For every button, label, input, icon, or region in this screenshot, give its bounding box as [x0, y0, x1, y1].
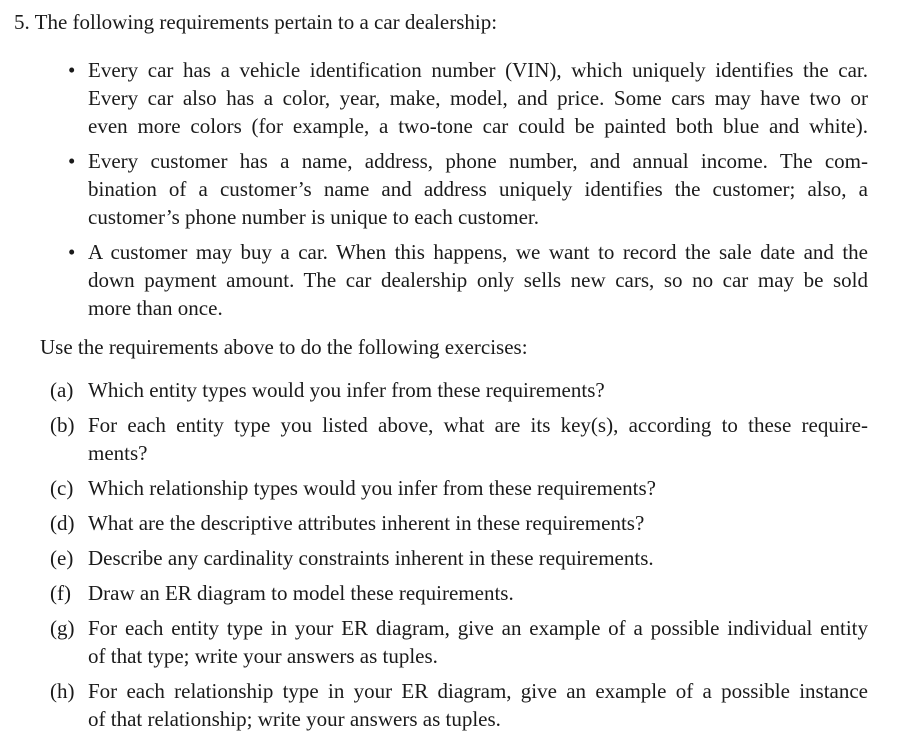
text-line: Describe any cardinality constraints inherent in these requirements.: [88, 546, 654, 570]
bullet-icon: •: [68, 58, 76, 82]
text-line: Which entity types would you infer from these requirements?: [88, 378, 605, 402]
problem-heading: 5. The following requirements pertain to a car dealership:: [14, 10, 498, 34]
text-line: ments?: [88, 441, 148, 465]
exercise-item-g: [50, 614, 868, 670]
text-line: more than once.: [88, 296, 223, 320]
text-line: of that type; write your answers as tuples.: [88, 644, 438, 668]
bullet-icon: •: [68, 149, 76, 173]
text-line: even more colors (for example, a two-tone car could be painted both blue and white).: [88, 114, 868, 138]
text-line: Every car has a vehicle identification number (VIN), which uniquely identifies the car.: [88, 58, 868, 82]
requirement-item-car: [68, 56, 868, 140]
text-line: Which relationship types would you infer from these requirements?: [88, 476, 657, 500]
requirement-item-sale: [68, 238, 868, 322]
exercise-label: (d): [50, 511, 75, 535]
exercise-label: (b): [50, 413, 75, 437]
exercise-label: (g): [50, 616, 75, 640]
exercise-item-c: [50, 474, 868, 502]
text-line: For each relationship type in your ER diagram, give an example of a possible instance: [88, 679, 868, 703]
text-line: For each entity type in your ER diagram, give an example of a possible individual entity: [88, 616, 868, 640]
requirements-list: [68, 56, 868, 329]
exercise-label: (f): [50, 581, 71, 605]
exercise-item-h: [50, 677, 868, 733]
exercise-item-f: [50, 579, 868, 607]
exercise-item-b: [50, 411, 868, 467]
text-line: of that relationship; write your answers as tuples.: [88, 707, 501, 731]
text-line: down payment amount. The car dealership only sells new cars, so no car may be sold: [88, 268, 868, 292]
exercise-item-d: [50, 509, 868, 537]
text-line: Draw an ER diagram to model these requirements.: [88, 581, 514, 605]
bullet-icon: •: [68, 240, 76, 264]
text-line: A customer may buy a car. When this happens, we want to record the sale date and the: [88, 240, 868, 264]
exercise-item-a: [50, 376, 868, 404]
exercise-label: (h): [50, 679, 75, 703]
exercises-intro: Use the requirements above to do the following exercises:: [40, 335, 528, 359]
requirement-item-customer: [68, 147, 868, 231]
text-line: Every customer has a name, address, phone number, and annual income. The com-: [88, 149, 868, 173]
exercise-label: (a): [50, 378, 74, 402]
exercise-label: (c): [50, 476, 74, 500]
text-line: bination of a customer’s name and address uniquely identifies the customer; also, a: [88, 177, 868, 201]
exercise-item-e: [50, 544, 868, 572]
text-line: For each entity type you listed above, what are its key(s), according to these require-: [88, 413, 868, 437]
exercise-label: (e): [50, 546, 74, 570]
text-line: Every car also has a color, year, make, model, and price. Some cars may have two or: [88, 86, 868, 110]
text-line: customer’s phone number is unique to each customer.: [88, 205, 540, 229]
text-line: What are the descriptive attributes inherent in these requirements?: [88, 511, 645, 535]
exercise-list: [50, 376, 868, 740]
